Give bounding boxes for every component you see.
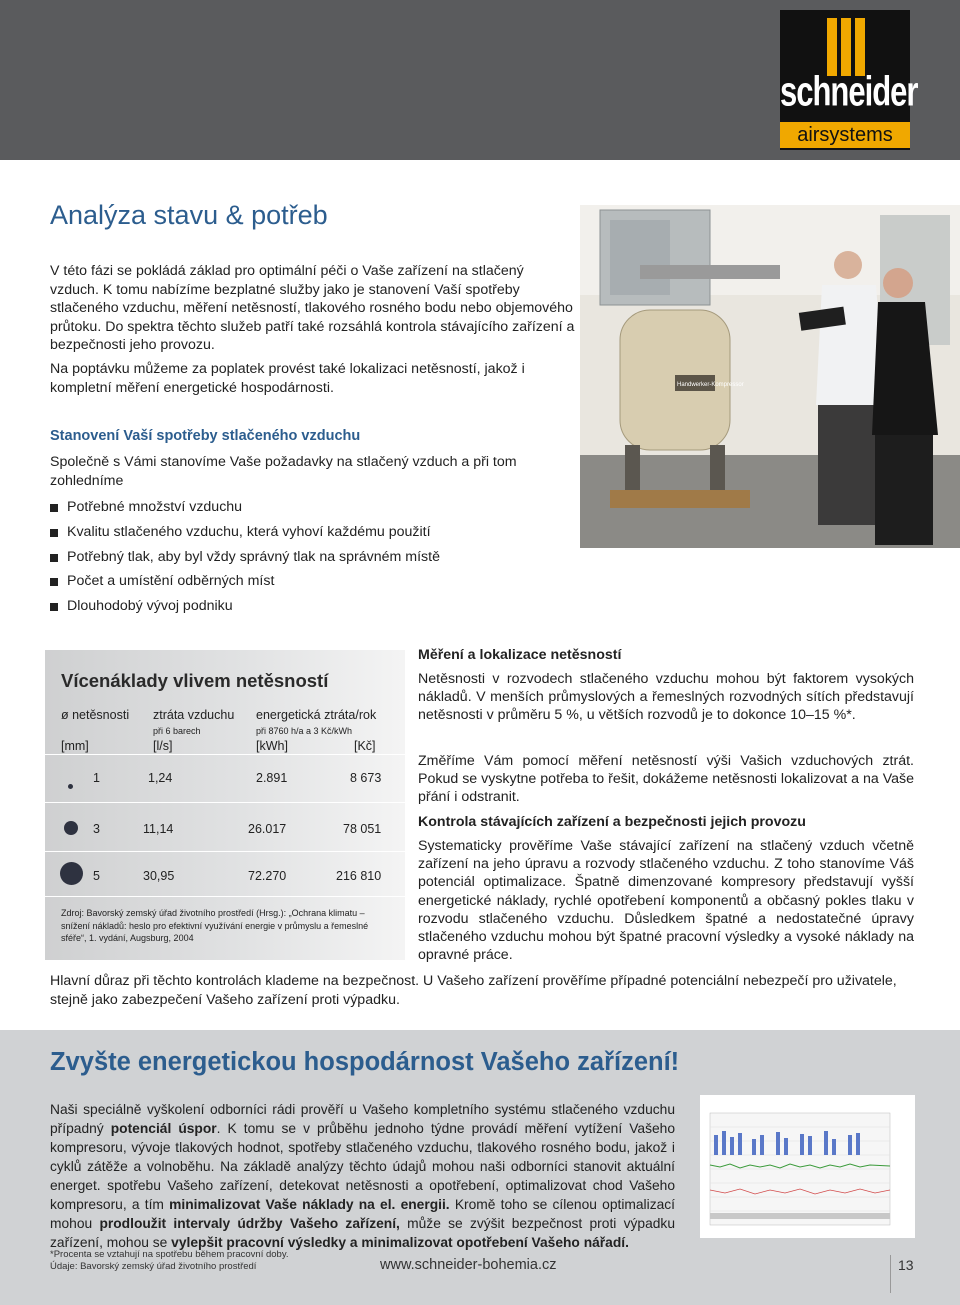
- leak-dot-medium-icon: [64, 821, 78, 835]
- inspection-paragraph: Systematicky prověříme Vaše stávající zařízení na stlačený vzduch včetně zařízení na jeho úpravu a rozvody stlačeného vzduchu. Z toho stanovíme Váš potenciál optimalizace. Špatně dimenzované kompresory představují vyšší energetické náklady, rychlé opotřebení komponentů a občasný pokles tlaku v rozvodu stlačeného vzduchu. Důsledkem špatné a nedostatečné úpravy stlačeného vzduchu mohou být špatné pracovní výsledky a vysoké náklady na opravné práce.: [418, 838, 914, 964]
- measurement-chart-image: [700, 1095, 915, 1238]
- leak-dot-small-icon: [68, 784, 73, 789]
- column-header-diameter: ø netěsnosti: [61, 708, 130, 722]
- column-header-energy-loss: energetická ztráta/rok: [256, 708, 377, 722]
- inspection-heading: Kontrola stávajících zařízení a bezpečnosti jejich provozu: [418, 814, 806, 830]
- intro-paragraph-2: Na poptávku můžeme za poplatek provést také lokalizaci netěsností, jakož i kompletní měření energetické hospodárnosti.: [50, 361, 525, 396]
- bullet-square-icon: [50, 603, 58, 611]
- consumption-heading: Stanovení Vaší spotřeby stlačeného vzduchu: [50, 428, 361, 444]
- column-subnote-pressure: při 6 barech: [153, 726, 201, 736]
- logo-word: schneider: [780, 67, 918, 115]
- compressor-photo: [580, 205, 960, 548]
- page-separator: [890, 1255, 891, 1293]
- row-divider: [45, 896, 405, 897]
- unit-ls: [l/s]: [153, 739, 173, 753]
- leaks-heading: Měření a lokalizace netěsností: [418, 647, 622, 663]
- unit-kwh: [kWh]: [256, 739, 288, 753]
- column-header-air-loss: ztráta vzduchu: [153, 708, 235, 722]
- table-title: Vícenáklady vlivem netěsností: [61, 670, 329, 691]
- website-link[interactable]: www.schneider-bohemia.cz: [380, 1257, 557, 1273]
- bullet-square-icon: [50, 504, 58, 512]
- footnotes: [50, 1249, 289, 1273]
- safety-paragraph: Hlavní důraz při těchto kontrolách klademe na bezpečnost. U Vašeho zařízení prověříme případné potenciální nebezpečí pro uživatele, stejně jako zabezpečení Vašeho zařízení proti výpadku.: [50, 973, 897, 1008]
- row-divider: [45, 754, 405, 755]
- leaks-paragraph-2: Změříme Vám pomocí měření netěsností výši Vašich vzduchových ztrát. Pokud se vyskytne potřeba to řešit, dokážeme netěsnosti lokalizovat a na Vaše přání i odstranit.: [418, 753, 914, 806]
- list-item: Potřebný tlak, aby byl vždy správný tlak na správném místě: [50, 545, 440, 570]
- list-item: Kvalitu stlačeného vzduchu, která vyhoví každému použití: [50, 520, 440, 545]
- leaks-paragraph-1: Netěsnosti v rozvodech stlačeného vzduchu mohou být faktorem vysokých nákladů. V menších průmyslových a řemeslných rozvodných sítích představují netěsnosti v průměru 5 %, u větších rozvodů je to dokonce 10–15 %*.: [418, 671, 914, 724]
- consumption-intro: Společně s Vámi stanovíme Vaše požadavky na stlačený vzduch a při tom zohledníme: [50, 454, 517, 489]
- leak-cost-table: Vícenáklady vlivem netěsností ø netěsnosti ztráta vzduchu energetická ztráta/rok při 6 barech při 8760 h/a a 3 Kč/kWh [mm] [l/s] [kWh] [Kč] 1 1,24 2.891 8 673 3 11,14 26.017 78 051 5 30,95 72.270 216 810 Zdroj: Bavorský zemský úřad životního prostředí (Hrsg.): „Ochrana klimatu – snížení nákladů: heslo pro efektivní využívání energie v průmyslu a řemeslné sféře“, 1. vydání, Augsburg, 2004: [45, 650, 405, 960]
- page-number: 13: [898, 1257, 914, 1273]
- row-divider: [45, 851, 405, 852]
- leak-dot-large-icon: [60, 862, 83, 885]
- list-item: Počet a umístění odběrných míst: [50, 569, 440, 594]
- table-source-note: Zdroj: Bavorský zemský úřad životního prostředí (Hrsg.): „Ochrana klimatu – snížení nákladů: heslo pro efektivní využívání energie v průmyslu a řemeslné sféře“, 1. vydání, Augsburg, 2004: [61, 908, 369, 943]
- bullet-square-icon: [50, 578, 58, 586]
- bullet-square-icon: [50, 529, 58, 537]
- consumption-bullet-list: [50, 495, 440, 619]
- intro-paragraph-1: V této fázi se pokládá základ pro optimální péči o Vaše zařízení na stlačený vzduch. K tomu nabízíme bezplatné služby jako je stanovení Vaší spotřeby stlačeného vzduchu, měření netěsností, tlakového rosného bodu nebo objemového průtoku. Do spektra těchto služeb patří také rozsáhlá kontrola stávajícího zařízení a bezpečnosti jeho provozu.: [50, 263, 575, 353]
- unit-czk: [Kč]: [354, 739, 376, 753]
- tank-label: Handwerker-Kompressor: [677, 382, 744, 388]
- footnote-source: Údaje: Bavorský zemský úřad životního prostředí: [50, 1261, 257, 1272]
- footnote-percent: *Procenta se vztahují na spotřebu během pracovní doby.: [50, 1249, 289, 1260]
- list-item: Dlouhodobý vývoj podniku: [50, 594, 440, 619]
- column-subnote-hours: při 8760 h/a a 3 Kč/kWh: [256, 726, 353, 736]
- schneider-logo: [780, 10, 918, 150]
- bullet-square-icon: [50, 554, 58, 562]
- row-divider: [45, 802, 405, 803]
- section-title-analysis: Analýza stavu & potřeb: [50, 200, 328, 230]
- list-item: Potřebné množství vzduchu: [50, 495, 440, 520]
- energy-paragraph: Naši speciálně vyškolení odborníci rádi prověří u Vašeho kompletního systému stlačeného vzduchu případný potenciál úspor. K tomu se v průběhu jednoho týdne provádí měření vytížení Vašeho kompresoru, vývoje tlakových hodnot, spotřeby stlačeného vzduchu, tlakového rosného bodu, jakož i cyklů zátěže a volnoběhu. Na základě analýzy těchto údajů mohou naši odborníci stanovit aktuální energet. spotřebu Vašeho zařízení, detekovat netěsnosti a opotřebení, optimalizovat chod Vašeho kompresoru, a tím minimalizovat Vaše náklady na el. energii. Kromě toho se cílenou optimalizací mohou prodloužit intervaly údržby Vašeho zařízení, může se zvýšit bezpečnost proti výpadku zařízení, mohou se vylepšit pracovní výsledky a minimalizovat opotřebení Vašeho nářadí.: [50, 1102, 675, 1250]
- logo-sub: airsystems: [780, 122, 910, 148]
- unit-mm: [mm]: [61, 739, 89, 753]
- energy-heading: Zvyšte energetickou hospodárnost Vašeho zařízení!: [50, 1048, 680, 1076]
